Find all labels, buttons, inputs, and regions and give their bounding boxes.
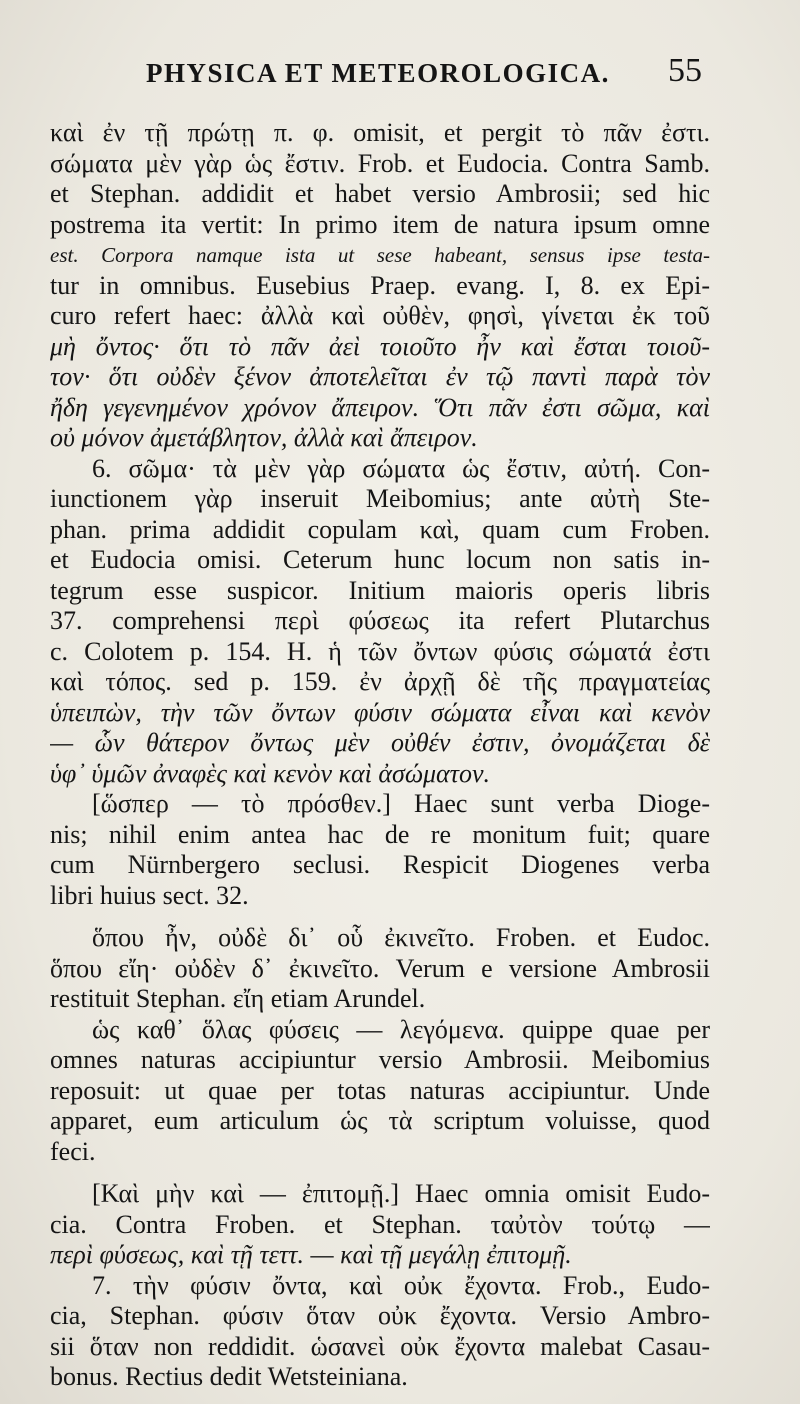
text-line: postrema ita vertit: In primo item de natura ipsum omne: [50, 209, 710, 239]
page-number: 55: [668, 52, 702, 89]
text-line: καὶ τόπος. sed p. 159. ἐν ἀρχῇ δὲ τῆς πραγματείας: [50, 667, 710, 696]
text-line: est. Corpora namque ista ut sese habeant, sensus ipse testa-: [50, 243, 710, 267]
text-line: et Eudocia omisi. Ceterum hunc locum non satis in-: [50, 545, 710, 574]
text-line: apparet, eum articulum ὡς τὰ scriptum voluisse, quod: [50, 1106, 710, 1135]
text-line: libri huius sect. 32.: [50, 880, 249, 910]
running-title: PHYSICA ET METEOROLOGICA.: [146, 58, 610, 88]
text-line: ὡς καθ᾽ ὅλας φύσεις — λεγόμενα. quippe quae per: [92, 1014, 710, 1044]
text-line: sii ὅταν non reddidit. ὡσανεὶ οὐκ ἔχοντα malebat Casau-: [50, 1331, 710, 1361]
text-line: 7. τὴν φύσιν ὄντα, καὶ οὐκ ἔχοντα. Frob., Eudo-: [92, 1270, 710, 1300]
text-line: οὐ μόνον ἀμετάβλητον, ἀλλὰ καὶ ἄπειρον.: [50, 423, 478, 452]
text-line: ὑπειπὼν, τὴν τῶν ὄντων φύσιν σώματα εἶναι καὶ κενὸν: [50, 697, 710, 727]
text-line: καὶ ἐν τῇ πρώτῃ π. φ. omisit, et pergit τὸ πᾶν ἐστι.: [50, 118, 710, 147]
text-line: ὅπου ἦν, οὐδὲ δι᾽ οὗ ἐκινεῖτο. Froben. et Eudoc.: [92, 923, 710, 952]
page-header: [0, 52, 800, 102]
text-line: tur in omnibus. Eusebius Praep. evang. I, 8. ex Epi-: [50, 270, 710, 300]
text-line: ὑφ᾽ ὑμῶν ἀναφὲς καὶ κενὸν καὶ ἀσώματον.: [50, 758, 491, 788]
text-line: σώματα μὲν γὰρ ὡς ἔστιν. Frob. et Eudocia. Contra Samb.: [50, 148, 710, 178]
text-line: περὶ φύσεως, καὶ τῇ τεττ. — καὶ τῇ μεγάλῃ ἐπιτομῇ.: [50, 1240, 572, 1269]
text-line: — ὧν θάτερον ὄντως μὲν οὐθέν ἐστιν, ὀνομάζεται δὲ: [50, 728, 710, 757]
text-line: ὅπου εἴη· οὐδὲν δ᾽ ἐκινεῖτο. Verum e versione Ambrosii: [50, 953, 710, 983]
text-line: feci.: [50, 1136, 96, 1166]
text-line: reposuit: ut quae per totas naturas accipiuntur. Unde: [50, 1075, 710, 1105]
text-line: curo refert haec: ἀλλὰ καὶ οὐθὲν, φησὶ, γίνεται ἐκ τοῦ: [50, 301, 710, 330]
text-line: bonus. Rectius dedit Wetsteiniana.: [50, 1362, 408, 1391]
text-line: μὴ ὄντος· ὅτι τὸ πᾶν ἀεὶ τοιοῦτο ἦν καὶ ἔσται τοιοῦ-: [50, 331, 710, 361]
commentary-text: [50, 118, 710, 1393]
text-line: 37. comprehensi περὶ φύσεως ita refert Plutarchus: [50, 606, 710, 635]
text-line: iunctionem γὰρ inseruit Meibomius; ante αὐτὴ Ste-: [50, 484, 710, 513]
text-line: ἤδη γεγενημένον χρόνον ἄπειρον. Ὅτι πᾶν ἐστι σῶμα, καὶ: [50, 392, 710, 422]
text-line: c. Colotem p. 154. H. ἡ τῶν ὄντων φύσις σώματά ἐστι: [50, 636, 710, 666]
text-line: phan. prima addidit copulam καὶ, quam cum Froben.: [50, 514, 710, 544]
text-line: cum Nürnbergero seclusi. Respicit Diogenes verba: [50, 850, 710, 879]
text-line: restituit Stephan. εἴη etiam Arundel.: [50, 984, 426, 1013]
text-line: 6. σῶμα· τὰ μὲν γὰρ σώματα ὡς ἔστιν, αὐτή. Con-: [92, 453, 710, 483]
text-line: et Stephan. addidit et habet versio Ambrosii; sed hic: [50, 179, 710, 208]
text-line: omnes naturas accipiuntur versio Ambrosii. Meibomius: [50, 1045, 710, 1074]
text-line: cia, Stephan. φύσιν ὅταν οὐκ ἔχοντα. Versio Ambro-: [50, 1301, 710, 1330]
text-line: [ὥσπερ — τὸ πρόσθεν.] Haec sunt verba Dioge-: [92, 789, 710, 818]
text-line: nis; nihil enim antea hac de re monitum fuit; quare: [50, 819, 710, 849]
text-line: [Καὶ μὴν καὶ — ἐπιτομῇ.] Haec omnia omisit Eudo-: [92, 1179, 710, 1208]
text-line: cia. Contra Froben. et Stephan. ταὐτὸν τούτῳ —: [50, 1209, 710, 1239]
text-line: τον· ὅτι οὐδὲν ξένον ἀποτελεῖται ἐν τῷ παντὶ παρὰ τὸν: [50, 362, 710, 391]
text-line: tegrum esse suspicor. Initium maioris operis libris: [50, 575, 710, 605]
